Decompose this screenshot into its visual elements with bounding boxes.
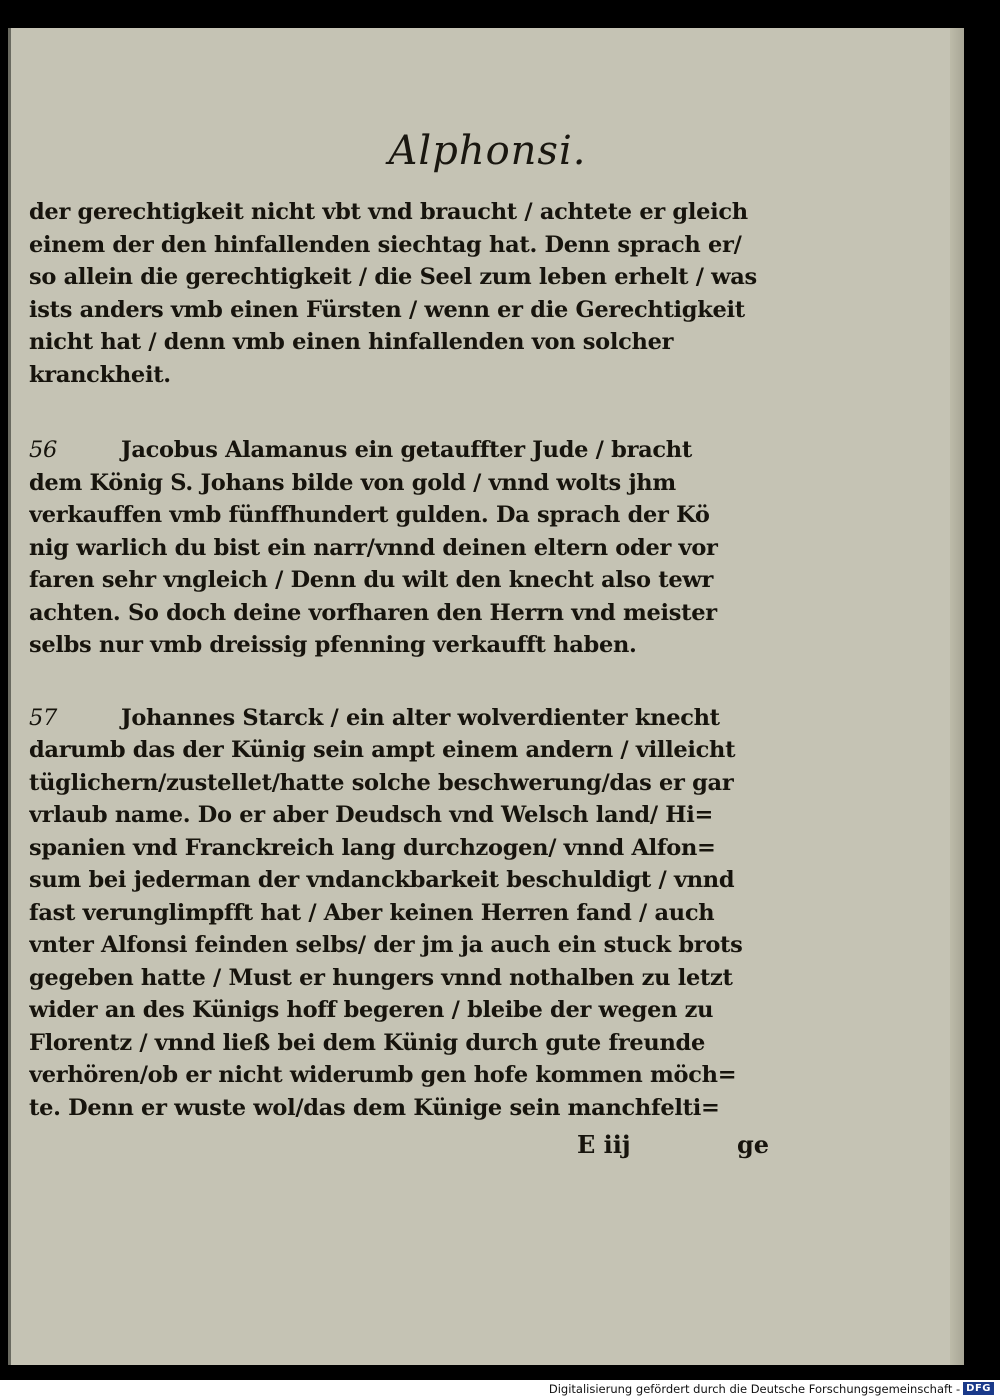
text-line-content: Jacobus Alamanus ein getauffter Jude / bracht <box>121 437 692 463</box>
paragraph <box>29 434 779 662</box>
text-line <box>29 434 779 467</box>
text-line: nig warlich du bist ein narr/vnnd deinen eltern oder vor <box>29 534 718 561</box>
text-line: verkauffen vmb fünffhundert gulden. Da sprach der Kö <box>29 502 710 528</box>
footer-text: Digitalisierung gefördert durch die Deutsche Forschungsgemeinschaft - <box>548 1381 961 1396</box>
text-line: te. Denn er wuste wol/das dem Künige sein manchfelti= <box>29 1094 720 1121</box>
paragraph <box>29 702 779 1125</box>
text-line: gegeben hatte / Must er hungers vnnd nothalben zu letzt <box>29 964 733 991</box>
text-line <box>29 702 779 735</box>
paragraph-number: 56 <box>29 437 58 463</box>
paragraph <box>29 196 779 391</box>
text-line: selbs nur vmb dreissig pfenning verkaufft haben. <box>29 632 637 658</box>
text-line: spanien vnd Franckreich lang durchzogen/ vnnd Alfon= <box>29 834 716 861</box>
text-line: ists anders vmb einen Fürsten / wenn er die Gerechtigkeit <box>29 296 745 323</box>
text-line: faren sehr vngleich / Denn du wilt den knecht also tewr <box>29 567 714 593</box>
text-line: vrlaub name. Do er aber Deudsch vnd Welsch land/ Hi= <box>29 802 714 828</box>
text-block <box>29 196 779 1166</box>
text-line: achten. So doch deine vorfharen den Herrn vnd meister <box>29 599 717 626</box>
text-line: wider an des Künigs hoff begeren / bleibe der wegen zu <box>29 997 714 1023</box>
text-line: nicht hat / denn vmb einen hinfallenden von solcher <box>29 329 674 355</box>
text-line: vnter Alfonsi feinden selbs/ der jm ja auch ein stuck brots <box>29 932 743 958</box>
text-line: dem König S. Johans bilde von gold / vnnd wolts jhm <box>29 469 676 496</box>
text-line: Florentz / vnnd ließ bei dem Künig durch gute freunde <box>29 1029 705 1056</box>
dfg-logo: DFG <box>963 1382 994 1395</box>
signature-mark: E iij <box>577 1130 631 1159</box>
text-line: der gerechtigkeit nicht vbt vnd braucht / achtete er gleich <box>29 199 748 225</box>
running-head: Alphonsi. <box>388 128 587 174</box>
signature-line <box>29 1126 779 1166</box>
text-line: verhören/ob er nicht widerumb gen hofe kommen möch= <box>29 1062 737 1088</box>
book-page <box>8 28 964 1365</box>
text-line: fast verunglimpfft hat / Aber keinen Herren fand / auch <box>29 899 715 926</box>
text-line: darumb das der Künig sein ampt einem andern / villeicht <box>29 737 736 763</box>
text-line: tüglichern/zustellet/hatte solche beschwerung/das er gar <box>29 769 734 796</box>
page-edge <box>950 28 964 1365</box>
footer-credit <box>549 1380 994 1397</box>
text-line: sum bei jederman der vndanckbarkeit beschuldigt / vnnd <box>29 867 735 893</box>
text-line: so allein die gerechtigkeit / die Seel zum leben erhelt / was <box>29 264 757 290</box>
text-line: kranckheit. <box>29 361 171 388</box>
text-line: einem der den hinfallenden siechtag hat. Denn sprach er/ <box>29 231 742 258</box>
paragraph-number: 57 <box>29 704 58 731</box>
catchword: ge <box>737 1130 770 1159</box>
text-line-content: Johannes Starck / ein alter wolverdienter knecht <box>121 704 720 731</box>
